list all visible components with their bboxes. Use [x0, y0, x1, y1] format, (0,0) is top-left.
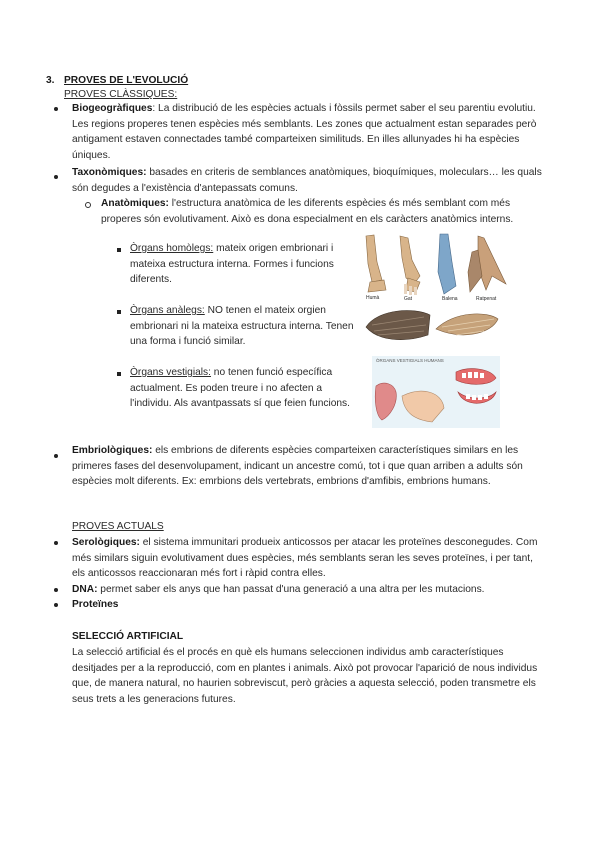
- homologous-organs-drawing: [360, 232, 508, 304]
- embrio-term: Embriològiques:: [72, 445, 153, 456]
- serolo-term: Serològiques:: [72, 537, 140, 548]
- artificial-paragraph: La selecció artificial és el procés en què els humans seleccionen individus amb característiques desitjades per a la reproducció, com en plantes i animals. Això pot provocar l'aparició de nous individus que, de manera natural, no haurien sobreviscut, però gràcies a aquesta selecció, poden transmetre els seus trets a les generacions futures.: [72, 647, 538, 705]
- bullet-serolo: [54, 541, 58, 545]
- dna-paragraph: [72, 582, 544, 598]
- artificial-heading: SELECCIÓ ARTIFICIAL: [72, 631, 184, 642]
- section-number: 3.: [46, 75, 55, 86]
- section-title: PROVES DE L'EVOLUCIÓ: [64, 75, 189, 86]
- biogeo-text: : La distribució de les espècies actuals i fòssils permet saber el seu parentiu evolutiu. Les regions properes tenen espècies més semblants. Les zones que actualment estan separades però antigament estaven connectades també comparteixen similituds. En illes allunyades hi ha espècies úniques.: [72, 103, 537, 161]
- bullet-anato: [85, 202, 91, 208]
- vestigial-organs-image: [372, 356, 500, 428]
- biogeo-term: Biogeogràfiques: [72, 103, 153, 114]
- proteines-term: Proteïnes: [72, 599, 119, 610]
- serolo-paragraph: [72, 535, 544, 582]
- homologous-organs-image: [360, 232, 508, 304]
- anato-paragraph: [101, 196, 543, 227]
- classic-heading: PROVES CLÀSSIQUES:: [64, 89, 178, 100]
- analogous-organs-drawing: [364, 305, 500, 345]
- vestigial-image-title: ÒRGANS VESTIGIALS HUMANS: [376, 358, 444, 363]
- bullet-vestigials: [117, 372, 121, 376]
- anato-term: Anatòmiques:: [101, 198, 169, 209]
- serolo-text: el sistema immunitari produeix anticossos per atacar les proteïnes desconegudes. Com més similars siguin evolutivament dues espècies, més semblants seran les seves proteïnes, i per tant, els anticossos reaccionaran més fort i ràpid contra elles.: [72, 537, 538, 579]
- homologs-paragraph: [130, 241, 356, 288]
- vestigials-term: Òrgans vestigials:: [130, 367, 211, 378]
- label-cat: Gat: [404, 296, 413, 302]
- analegs-text: NO tenen el mateix orgien embrionari ni la mateixa estructura interna. Tenen una forma i funció similar.: [130, 305, 354, 347]
- embrio-paragraph: [72, 443, 544, 490]
- analogous-organs-image: [364, 305, 500, 345]
- homologs-text: mateix origen embrionari i mateixa estructura interna. Formes i funcions diferents.: [130, 243, 334, 285]
- bullet-embrio: [54, 454, 58, 458]
- vestigial-organs-drawing: [372, 356, 500, 428]
- biogeo-paragraph: [72, 101, 542, 163]
- dna-text: permet saber els anys que han passat d'una generació a una altra per les mutacions.: [97, 584, 485, 595]
- vestigials-text: no tenen funció específica actualment. Es poden treure i no afecten a l'individu. Als avantpassats sí que feien funcions.: [130, 367, 350, 409]
- label-whale: Balena: [442, 296, 458, 302]
- bullet-homologs: [117, 248, 121, 252]
- bullet-biogeo: [54, 107, 58, 111]
- analegs-paragraph: [130, 303, 356, 350]
- embrio-text: els embrions de diferents espècies comparteixen característiques similars en les primeres fases del desenvolupament, indicant un ancestre comú, tot i que quan arriben a adults són espècies molt diferents. Ex: emrbions dels vertebrats, embrions d'amfibis, embrions humans.: [72, 445, 523, 487]
- analegs-term: Òrgans anàlegs:: [130, 305, 205, 316]
- vestigials-paragraph: [130, 365, 356, 412]
- current-heading: PROVES ACTUALS: [72, 521, 164, 532]
- bullet-analegs: [117, 310, 121, 314]
- taxo-term: Taxonòmiques:: [72, 167, 147, 178]
- bullet-proteines: [54, 603, 58, 607]
- bullet-dna: [54, 588, 58, 592]
- label-human: Humà: [366, 295, 380, 301]
- taxo-text: basades en criteris de semblances anatòmiques, bioquímiques, moleculars… les quals són degudes a l'existència d'antepassats comuns.: [72, 167, 542, 194]
- taxo-paragraph: [72, 165, 542, 196]
- bullet-taxo: [54, 175, 58, 179]
- dna-term: DNA:: [72, 584, 98, 595]
- anato-text: l'estructura anatòmica de les diferents espècies és més semblant com més properes són evolutivament. Això es dona especialment en els caràcters anatòmics interns.: [101, 198, 514, 225]
- label-bat: Ratpenat: [476, 296, 497, 302]
- homologs-term: Òrgans homòlegs:: [130, 243, 214, 254]
